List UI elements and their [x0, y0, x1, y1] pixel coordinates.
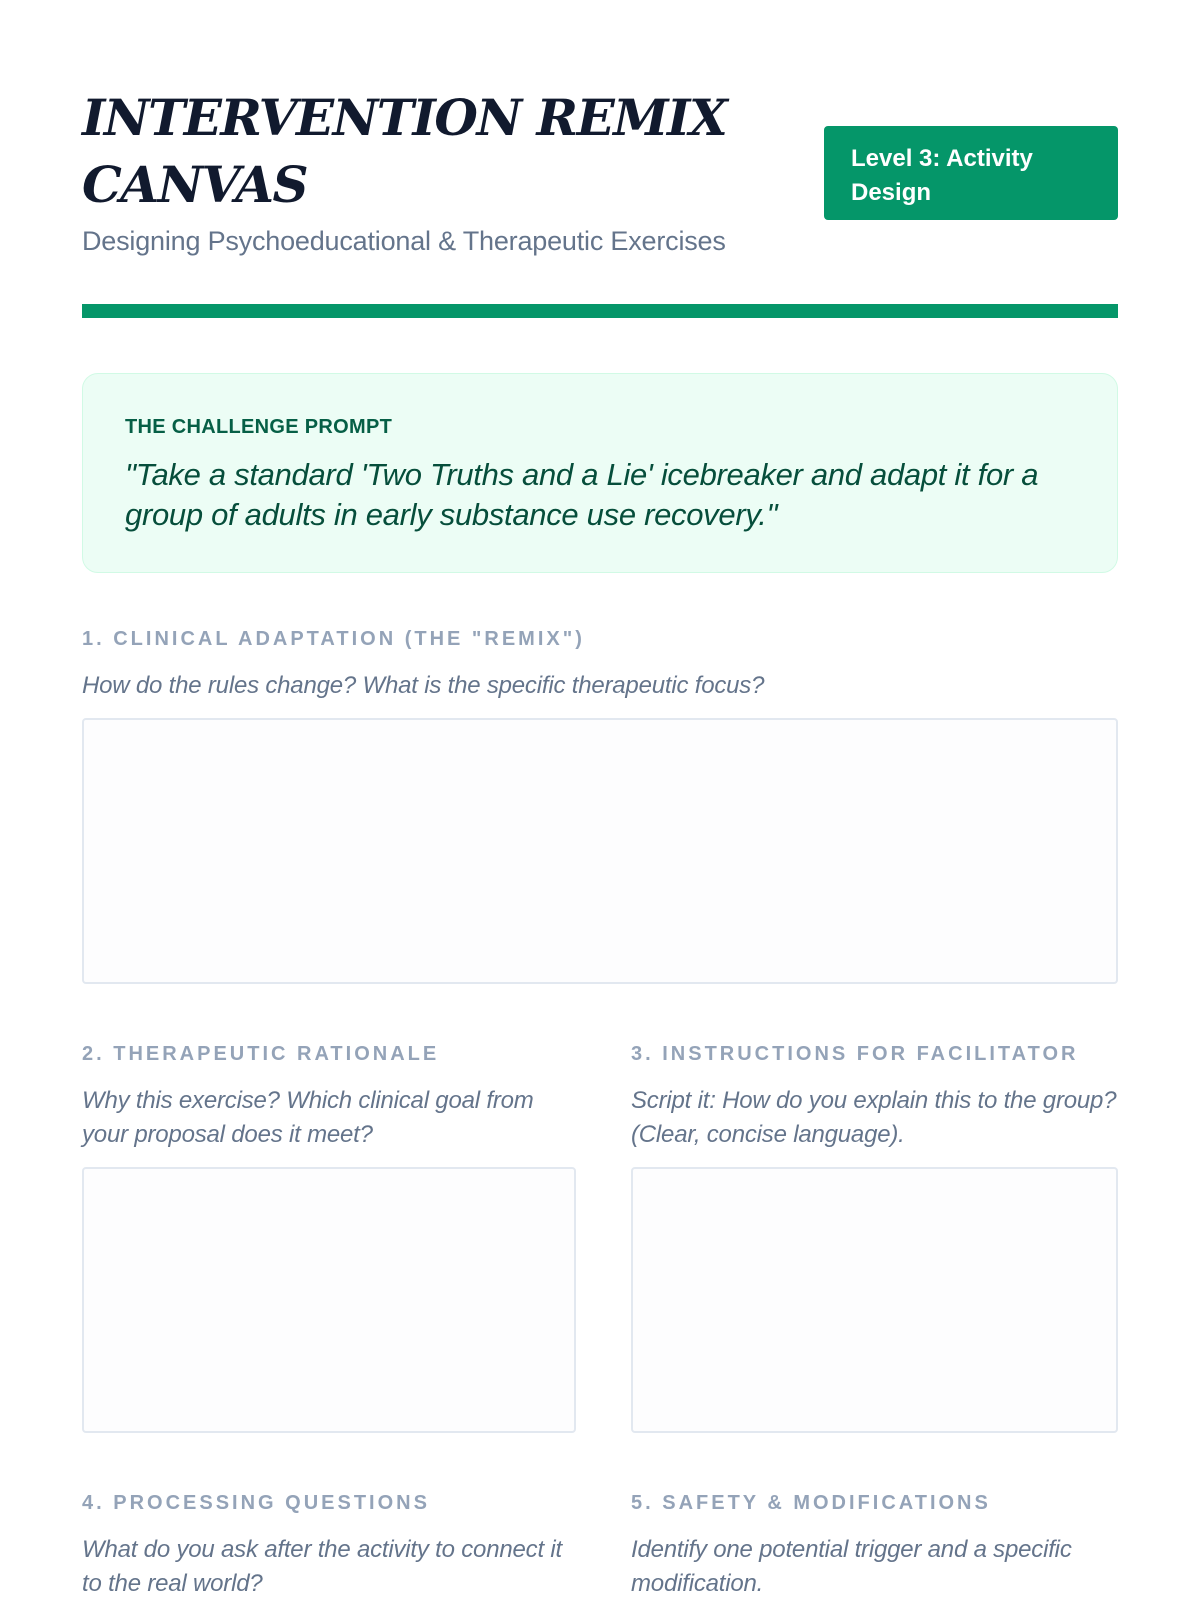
level-badge-line-1: Level 3: Activity	[851, 145, 1033, 172]
section-3-label: 3. INSTRUCTIONS FOR FACILITATOR	[631, 1043, 1079, 1065]
section-3-hint: Script it: How do you explain this to the group? (Clear, concise language).	[631, 1087, 1117, 1148]
page-subtitle: Designing Psychoeducational & Therapeutic Exercises	[82, 226, 726, 256]
section-4-hint: What do you ask after the activity to connect it to the real world?	[82, 1536, 562, 1597]
section-safety-modifications	[631, 1492, 1118, 1600]
title-line-2: CANVAS	[82, 155, 308, 214]
header-divider	[82, 304, 1118, 318]
facilitator-instructions-answer-box[interactable]	[631, 1167, 1118, 1433]
section-5-hint: Identify one potential trigger and a specific modification.	[631, 1536, 1072, 1597]
clinical-adaptation-answer-box[interactable]	[82, 718, 1118, 984]
section-therapeutic-rationale	[82, 1043, 582, 1152]
section-4-label: 4. PROCESSING QUESTIONS	[82, 1492, 430, 1514]
section-1-label: 1. CLINICAL ADAPTATION (THE "REMIX")	[82, 628, 585, 650]
title-line-1: INTERVENTION REMIX	[82, 88, 727, 147]
challenge-prompt-label: THE CHALLENGE PROMPT	[125, 416, 393, 438]
section-2-hint: Why this exercise? Which clinical goal from your proposal does it meet?	[82, 1087, 534, 1148]
section-facilitator-instructions	[631, 1043, 1118, 1152]
page-title	[82, 84, 762, 218]
therapeutic-rationale-answer-box[interactable]	[82, 1167, 576, 1433]
challenge-prompt-text: "Take a standard 'Two Truths and a Lie' icebreaker and adapt it for a group of adults in early substance use recovery."	[125, 457, 1039, 532]
level-badge	[824, 126, 1118, 220]
challenge-prompt-box	[82, 373, 1118, 573]
section-2-label: 2. THERAPEUTIC RATIONALE	[82, 1043, 440, 1065]
header	[82, 0, 1118, 300]
level-badge-line-2: Design	[851, 179, 932, 206]
section-5-label: 5. SAFETY & MODIFICATIONS	[631, 1492, 991, 1514]
section-processing-questions	[82, 1492, 582, 1600]
section-clinical-adaptation	[82, 628, 1118, 703]
section-1-hint: How do the rules change? What is the specific therapeutic focus?	[82, 672, 765, 699]
